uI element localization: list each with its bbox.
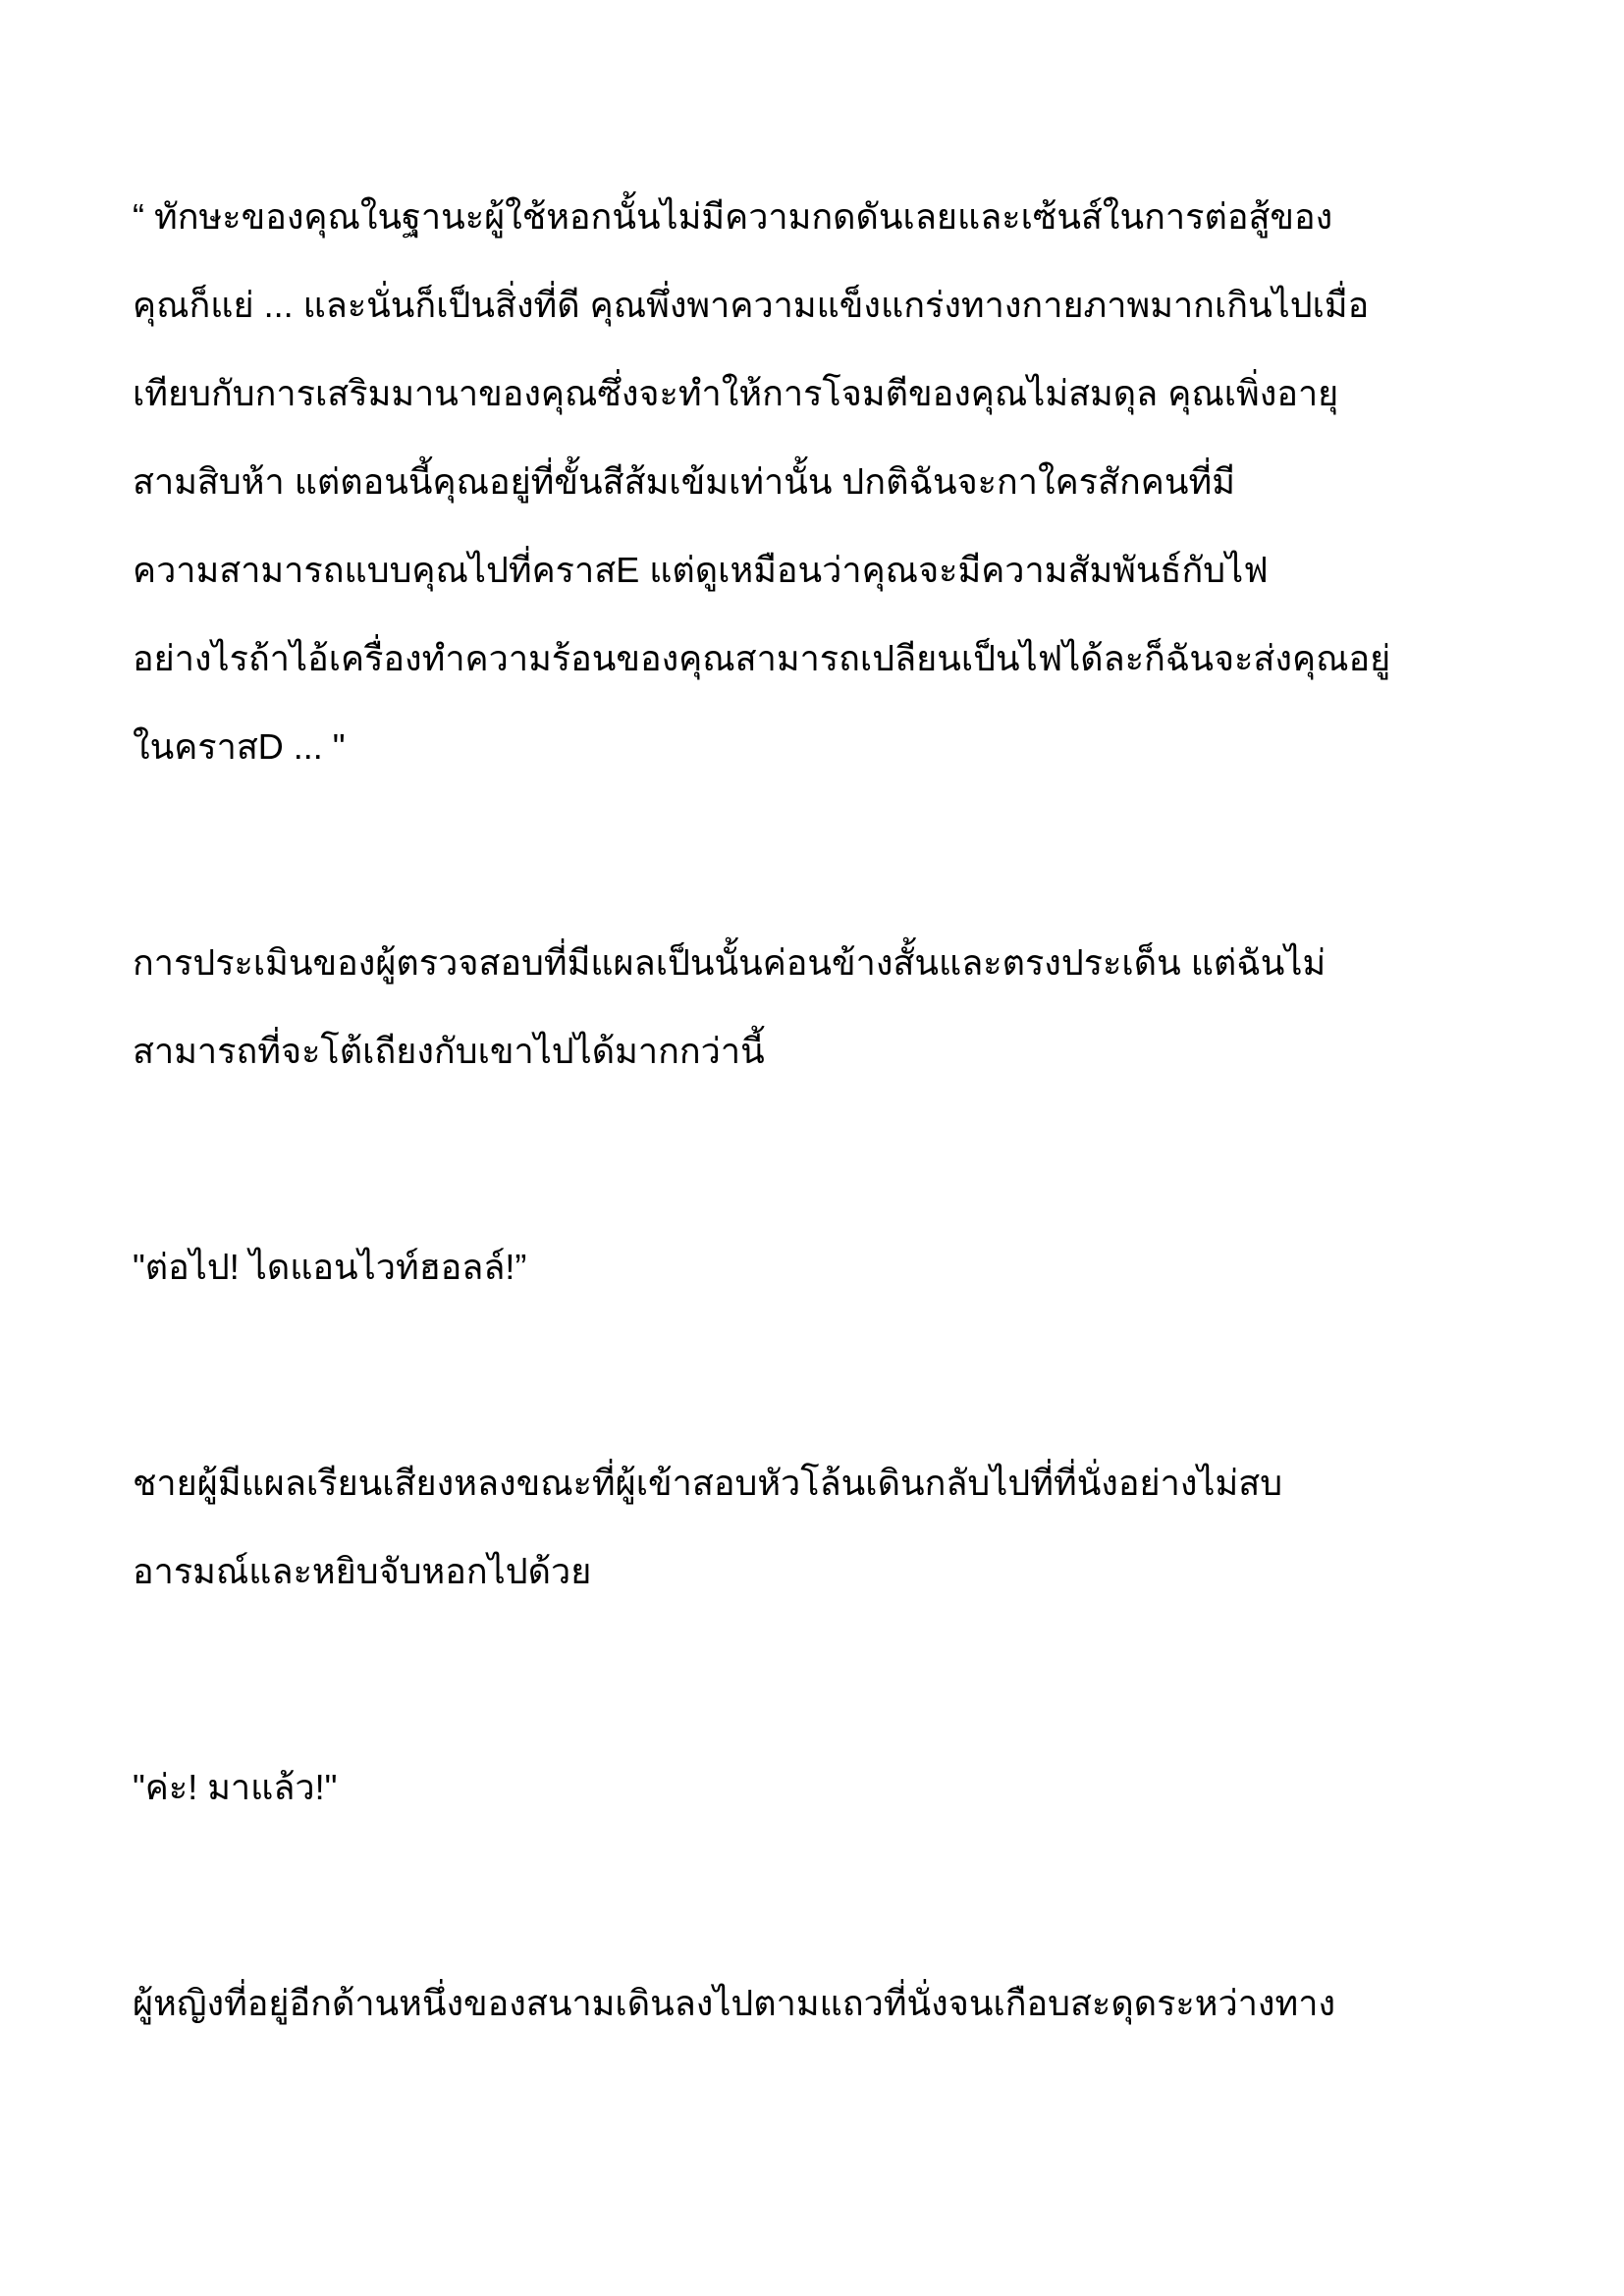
text-line: ผู้หญิงที่อยู่อีกด้านหนึ่งของสนามเดินลงไปตามแถวที่นั่งจนเกือบสะดุดระหว่างทาง (133, 1983, 1336, 2023)
text-line: คุณก็แย่ ... และนั่นก็เป็นสิ่งที่ดี คุณพึ่งพาความแข็งแกร่งทางกายภาพมากเกินไปเมื่อ (133, 285, 1370, 325)
text-line: ในคราสD ... " (133, 726, 346, 767)
text-line: การประเมินของผู้ตรวจสอบที่มีแผลเป็นนั้นค่อนข้างสั้นและตรงประเด็น แต่ฉันไม่ (133, 942, 1326, 983)
text-line: สามารถที่จะโต้เถียงกับเขาไปได้มากกว่านี้ (133, 1031, 765, 1071)
text-line: “ ทักษะของคุณในฐานะผู้ใช้หอกนั้นไม่มีความกดดันเลยและเซ้นส์ในการต่อสู้ของ (133, 196, 1333, 237)
paragraph (133, 1223, 1526, 1311)
paragraph (133, 173, 1526, 791)
text-line: ความสามารถแบบคุณไปที่คราสE แต่ดูเหมือนว่าคุณจะมีความสัมพันธ์กับไฟ (133, 550, 1269, 590)
paragraph (133, 1439, 1526, 1616)
text-line: เทียบกับการเสริมมานาของคุณซึ่งจะทำให้การโจมตีของคุณไม่สมดุล คุณเพิ่งอายุ (133, 373, 1339, 413)
text-line: "ต่อไป! ไดแอนไวท์ฮอลล์!” (133, 1247, 527, 1287)
paragraph (133, 1743, 1526, 1832)
text-line: อารมณ์และหยิบจับหอกไปด้วย (133, 1551, 592, 1591)
text-line: อย่างไรถ้าไอ้เครื่องทำความร้อนของคุณสามารถเปลียนเป็นไฟได้ละก็ฉันจะส่งคุณอยู่ (133, 638, 1391, 678)
text-line: ชายผู้มีแผลเรียนเสียงหลงขณะที่ผู้เข้าสอบหัวโล้นเดินกลับไปที่ที่นั่งอย่างไม่สบ (133, 1463, 1283, 1503)
paragraph (133, 919, 1526, 1095)
text-line: สามสิบห้า แต่ตอนนี้คุณอยู่ที่ขั้นสีส้มเข้มเท่านั้น ปกติฉันจะกาใครสักคนที่มี (133, 461, 1235, 502)
text-line: "ค่ะ! มาแล้ว!" (133, 1767, 338, 1807)
paragraph (133, 1959, 1526, 2048)
